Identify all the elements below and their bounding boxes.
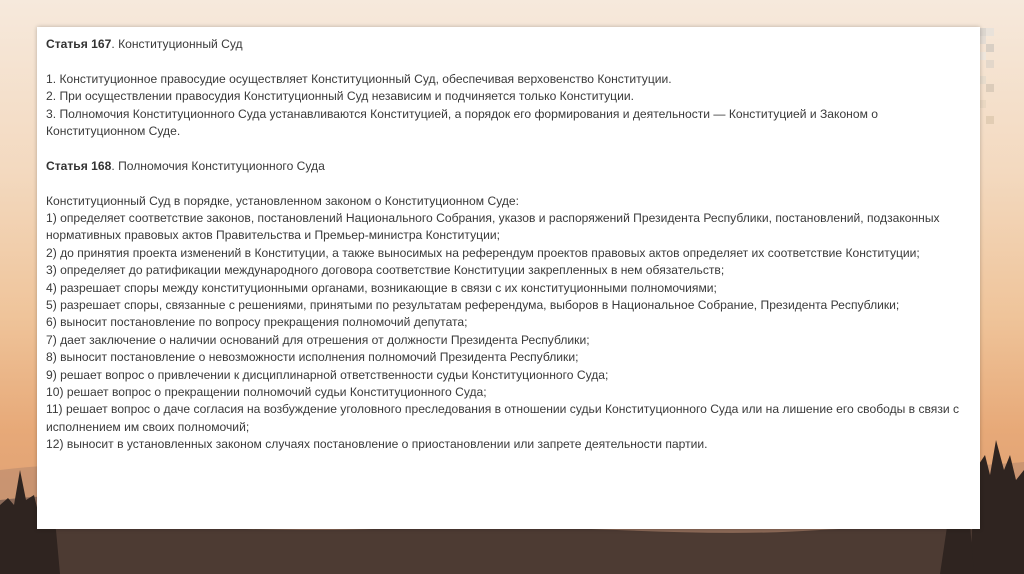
pixel-artifact-strip xyxy=(978,28,1002,138)
article-168-item-6: 6) выносит постановление по вопросу прекращения полномочий депутата; xyxy=(46,315,468,330)
article-168-heading xyxy=(46,158,970,175)
article-168-title: . Полномочия Конституционного Суда xyxy=(111,158,325,173)
article-167-item-3: 3. Полномочия Конституционного Суда устанавливаются Конституцией, а порядок его формирования и деятельности — Конституцией и Законом о Конституционном Суде. xyxy=(46,106,878,139)
article-168-item-12: 12) выносит в установленных законом случаях постановление о приостановлении или запрете деятельности партии. xyxy=(46,437,708,452)
article-168-item-10: 10) решает вопрос о прекращении полномочий судьи Конституционного Суда; xyxy=(46,385,487,400)
article-168-item-7: 7) дает заключение о наличии оснований для отрешения от должности Президента Республики; xyxy=(46,332,590,347)
article-168-item-5: 5) разрешает споры, связанные с решениями, принятыми по результатам референдума, выборов в Национальное Собрание, Президента Республики; xyxy=(46,298,900,313)
article-168-item-11: 11) решает вопрос о даче согласия на возбуждение уголовного преследования в отношении судьи Конституционного Суда или на лишение его свободы в связи с исполнением им своих полномочий; xyxy=(46,402,960,434)
article-168-item-1: 1) определяет соответствие законов, постановлений Национального Собрания, указов и распоряжений Президента Республики, постановлений, подзаконных нормативных правовых актов Правительства и Премьер-министра Конституции; xyxy=(46,211,940,243)
article-167-item-1: 1. Конституционное правосудие осуществляет Конституционный Суд, обеспечивая верховенство Конституции. xyxy=(46,71,672,86)
article-167-item-2: 2. При осуществлении правосудия Конституционный Суд независим и подчиняется только Конституции. xyxy=(46,89,634,104)
document-page xyxy=(37,27,980,529)
article-168-item-9: 9) решает вопрос о привлечении к дисциплинарной ответственности судьи Конституционного Суда; xyxy=(46,367,609,382)
article-168-label: Статья 168 xyxy=(46,158,112,173)
article-167-title: . Конституционный Суд xyxy=(111,37,243,51)
article-167-heading xyxy=(46,36,970,53)
article-168-item-2: 2) до принятия проекта изменений в Конституции, а также выносимых на референдум проектов правовых актов определяет их соответствие Конституции; xyxy=(46,245,920,260)
article-168-item-3: 3) определяет до ратификации международного договора соответствие Конституции закрепленных в нем обязательств; xyxy=(46,263,725,278)
article-168-intro: Конституционный Суд в порядке, установленном законом о Конституционном Суде: xyxy=(46,193,519,208)
article-168-item-4: 4) разрешает споры между конституционными органами, возникающие в связи с их конституционными полномочиями; xyxy=(46,280,717,295)
article-167-label: Статья 167 xyxy=(46,37,112,51)
article-168-item-8: 8) выносит постановление о невозможности исполнения полномочий Президента Республики; xyxy=(46,350,579,365)
